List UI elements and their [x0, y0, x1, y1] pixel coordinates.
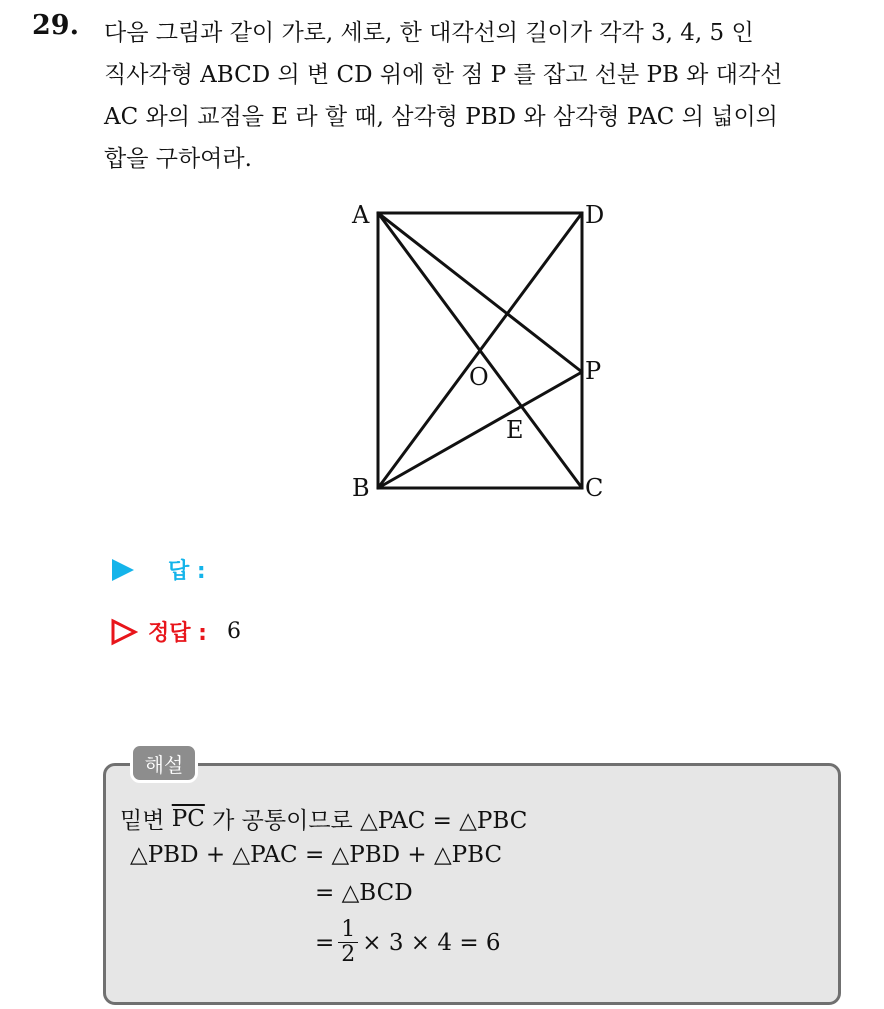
correct-answer-value: 6: [226, 619, 241, 644]
answer-row: [110, 554, 206, 585]
solution-line-4-prefix: =: [315, 929, 335, 956]
solution-line-4: [315, 918, 501, 967]
question-line-1: 다음 그림과 같이 가로, 세로, 한 대각선의 길이가 각각 3, 4, 5 인: [104, 20, 754, 46]
solution-line-4-suffix: × 3 × 4 = 6: [362, 929, 501, 956]
solution-line-1: [120, 802, 527, 835]
solution-box: [103, 763, 841, 1005]
solution-line-1-suffix: 가 공통이므로 △PAC = △PBC: [212, 808, 528, 834]
correct-answer-label: 정답 :: [148, 621, 207, 646]
label-o: O: [469, 363, 489, 391]
label-c: C: [585, 474, 604, 502]
solution-line-2: △PBD + △PAC = △PBD + △PBC: [130, 842, 503, 868]
label-d: D: [585, 201, 605, 229]
question-line-3: AC 와의 교점을 E 라 할 때, 삼각형 PBD 와 삼각형 PAC 의 넓이의: [104, 104, 778, 130]
solution-tag: 해설: [130, 743, 198, 783]
rectangle-figure: [340, 195, 640, 505]
question-line-4: 합을 구하여라.: [104, 146, 252, 172]
correct-answer-row: [110, 616, 241, 647]
label-a: A: [352, 201, 370, 229]
label-e: E: [506, 416, 524, 444]
fraction-denominator: 2: [341, 942, 356, 967]
label-p: P: [585, 357, 602, 385]
question-text: [104, 12, 866, 180]
segment-pc: $\overline{PC}$: [171, 805, 205, 832]
fraction-half: [338, 918, 358, 967]
solution-line-3: = △BCD: [315, 880, 413, 906]
outline-triangle-icon: [110, 618, 138, 646]
answer-label: 답 :: [168, 559, 206, 584]
filled-triangle-icon: [110, 557, 136, 583]
label-b: B: [352, 474, 370, 502]
fraction-numerator: 1: [338, 918, 358, 943]
question-number: 29.: [32, 10, 79, 41]
question-line-2: 직사각형 ABCD 의 변 CD 위에 한 점 P 를 잡고 선분 PB 와 대각선: [104, 62, 783, 88]
solution-line-1-prefix: 밑변: [120, 808, 165, 834]
